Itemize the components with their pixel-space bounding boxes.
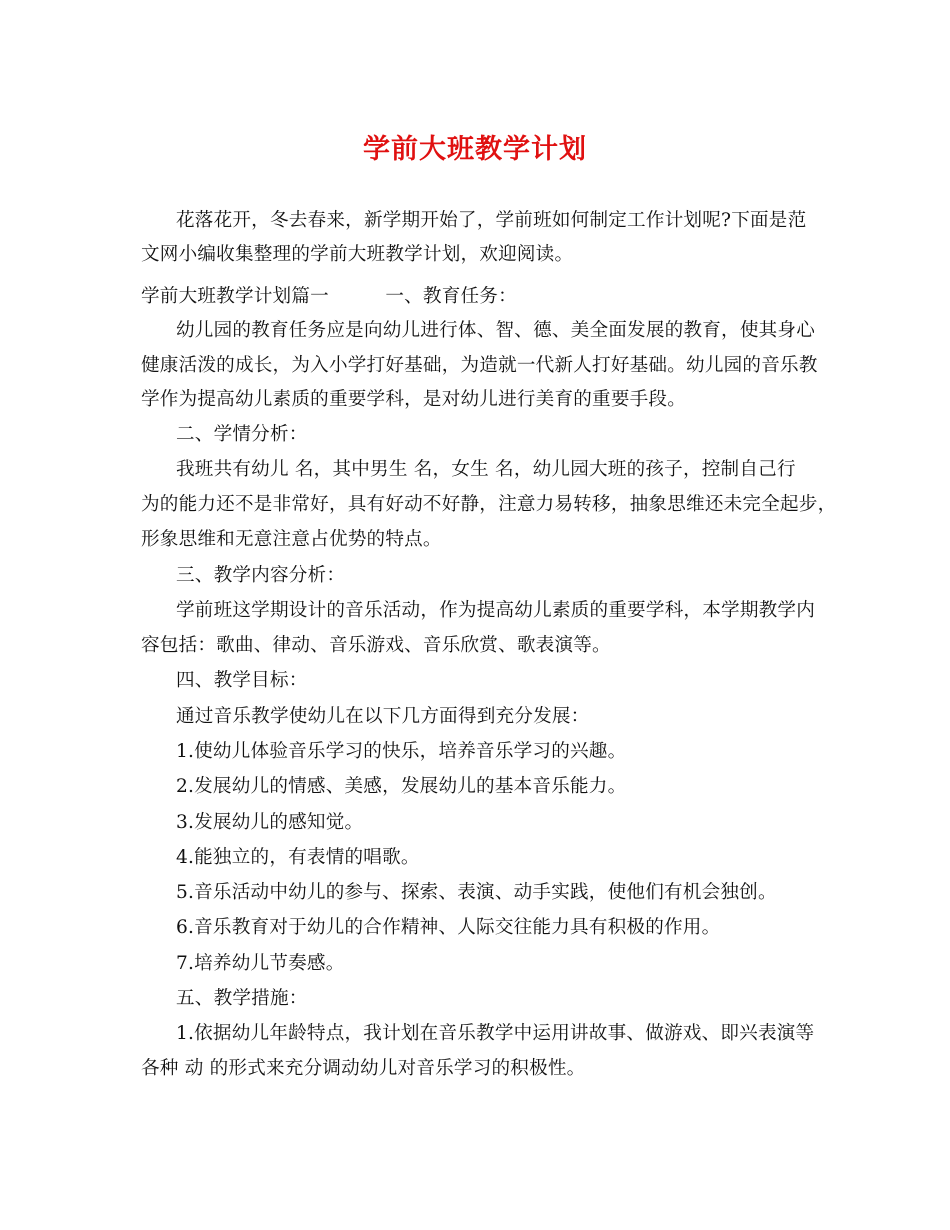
section-heading: 五、教学措施： [176, 988, 308, 1009]
paragraph-line: 形象思维和无意注意占优势的特点。 [141, 529, 442, 550]
list-item: 6.音乐教育对于幼儿的合作精神、人际交往能力具有积极的作用。 [176, 917, 721, 938]
list-item: 1.使幼儿体验音乐学习的快乐，培养音乐学习的兴趣。 [176, 741, 627, 762]
section-heading: 二、学情分析： [176, 424, 308, 445]
section-heading: 学前大班教学计划篇一 一、教育任务： [141, 286, 517, 307]
list-item: 4.能独立的，有表情的唱歌。 [176, 847, 420, 868]
section-heading: 三、教学内容分析： [176, 565, 346, 586]
paragraph-line: 为的能力还不是非常好，具有好动不好静，注意力易转移，抽象思维还未完全起步， [141, 494, 837, 515]
intro-line: 花落花开，冬去春来，新学期开始了，学前班如何制定工作计划呢?下面是范 [176, 210, 807, 231]
paragraph-line: 健康活泼的成长，为入小学打好基础，为造就一代新人打好基础。幼儿园的音乐教 [141, 355, 818, 376]
paragraph-line: 容包括：歌曲、律动、音乐游戏、音乐欣赏、歌表演等。 [141, 635, 611, 656]
list-item: 5.音乐活动中幼儿的参与、探索、表演、动手实践，使他们有机会独创。 [176, 882, 777, 903]
paragraph-line: 学前班这学期设计的音乐活动，作为提高幼儿素质的重要学科，本学期教学内 [176, 600, 815, 621]
document-title: 学前大班教学计划 [363, 134, 587, 165]
list-item: 3.发展幼儿的感知觉。 [176, 812, 364, 833]
list-item: 2.发展幼儿的情感、美感，发展幼儿的基本音乐能力。 [176, 776, 627, 797]
list-item: 7.培养幼儿节奏感。 [176, 953, 345, 974]
paragraph-line: 我班共有幼儿 名，其中男生 名，女生 名，幼儿园大班的孩子，控制自己行 [176, 459, 796, 480]
paragraph-line: 学作为提高幼儿素质的重要学科，是对幼儿进行美育的重要手段。 [141, 389, 687, 410]
paragraph-line: 幼儿园的教育任务应是向幼儿进行体、智、德、美全面发展的教育，使其身心 [176, 320, 815, 341]
paragraph-line: 各种 动 的形式来充分调动幼儿对音乐学习的积极性。 [141, 1058, 586, 1079]
intro-line: 文网小编收集整理的学前大班教学计划，欢迎阅读。 [141, 244, 574, 265]
section-heading: 四、教学目标： [176, 670, 308, 691]
list-item: 1.依据幼儿年龄特点，我计划在音乐教学中运用讲故事、做游戏、即兴表演等 [176, 1023, 815, 1044]
paragraph-line: 通过音乐教学使幼儿在以下几方面得到充分发展： [176, 706, 590, 727]
